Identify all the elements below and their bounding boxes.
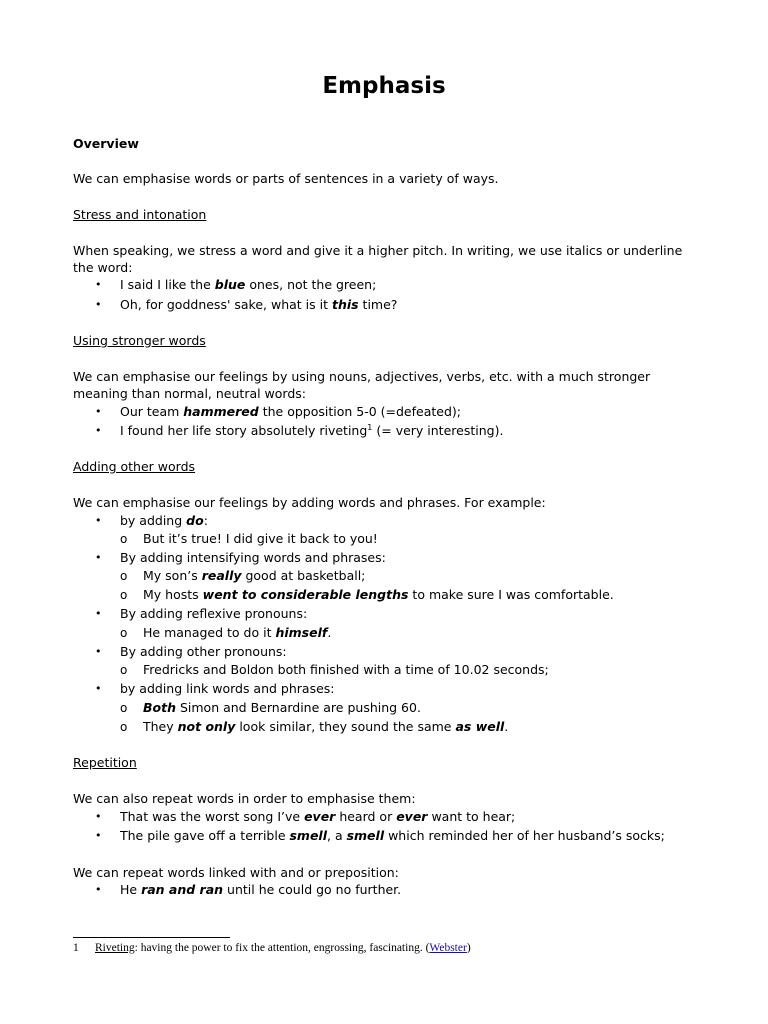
- stress-intro-line-2: the word:: [73, 260, 133, 275]
- bullet-icon: •: [95, 682, 102, 695]
- adding-item: By adding other pronouns:: [120, 644, 287, 659]
- adding-item: by adding do:: [120, 513, 208, 528]
- overview-text: We can emphasise words or parts of sentences in a variety of ways.: [73, 171, 499, 186]
- sub-bullet-icon: o: [120, 588, 128, 602]
- adding-item: by adding link words and phrases:: [120, 681, 335, 696]
- sub-bullet-icon: o: [120, 663, 128, 677]
- bullet-icon: •: [95, 298, 102, 311]
- sub-bullet-icon: o: [120, 532, 128, 546]
- stronger-item: Our team hammered the opposition 5-0 (=defeated);: [120, 404, 461, 419]
- adding-subitem: He managed to do it himself.: [143, 625, 332, 640]
- sub-bullet-icon: o: [120, 569, 128, 583]
- bullet-icon: •: [95, 607, 102, 620]
- bullet-icon: •: [95, 405, 102, 418]
- repetition-intro: We can also repeat words in order to emphasise them:: [73, 791, 416, 806]
- repetition-item: The pile gave off a terrible smell, a smell which reminded her of her husband’s socks;: [120, 828, 665, 843]
- adding-heading: Adding other words: [73, 459, 196, 474]
- stress-item: Oh, for goddness' sake, what is it this time?: [120, 297, 398, 312]
- adding-item: By adding reflexive pronouns:: [120, 606, 308, 621]
- bullet-icon: •: [95, 514, 102, 527]
- footnote-definition: : having the power to fix the attention, engrossing, fascinating. (: [134, 942, 430, 954]
- stress-intro-line-1: When speaking, we stress a word and give it a higher pitch. In writing, we use italics or underline: [73, 243, 683, 258]
- adding-subitem: But it’s true! I did give it back to you!: [143, 531, 378, 546]
- footnote-separator: [73, 937, 230, 938]
- adding-item: By adding intensifying words and phrases:: [120, 550, 386, 565]
- repetition-intro-2: We can repeat words linked with and or preposition:: [73, 865, 399, 880]
- bullet-icon: •: [95, 645, 102, 658]
- bullet-icon: •: [95, 424, 102, 437]
- adding-subitem: My son’s really good at basketball;: [143, 568, 366, 583]
- stress-heading: Stress and intonation: [73, 207, 207, 222]
- footnote: 1 Riveting: having the power to fix the attention, engrossing, fascinating. (Webster): [73, 942, 471, 954]
- footnote-reference[interactable]: 1: [367, 423, 373, 432]
- overview-heading: Overview: [73, 136, 139, 151]
- repetition-item: That was the worst song I’ve ever heard or ever want to hear;: [120, 809, 516, 824]
- adding-intro: We can emphasise our feelings by adding words and phrases. For example:: [73, 495, 546, 510]
- stress-item: I said I like the blue ones, not the green;: [120, 277, 377, 292]
- stronger-intro-line-2: meaning than normal, neutral words:: [73, 386, 307, 401]
- repetition-heading: Repetition: [73, 755, 137, 770]
- bullet-icon: •: [95, 278, 102, 291]
- bullet-icon: •: [95, 810, 102, 823]
- footnote-term: Riveting: [95, 942, 135, 954]
- bullet-icon: •: [95, 829, 102, 842]
- adding-subitem: My hosts went to considerable lengths to make sure I was comfortable.: [143, 587, 614, 602]
- sub-bullet-icon: o: [120, 626, 128, 640]
- sub-bullet-icon: o: [120, 720, 128, 734]
- sub-bullet-icon: o: [120, 701, 128, 715]
- stronger-item: I found her life story absolutely riveting$^1$ (= very interesting).: [120, 423, 504, 438]
- adding-subitem: Both Simon and Bernardine are pushing 60.: [143, 700, 421, 715]
- page-title: Emphasis: [322, 73, 446, 99]
- bullet-icon: •: [95, 883, 102, 896]
- webster-link[interactable]: Webster: [429, 942, 467, 954]
- adding-subitem: Fredricks and Boldon both finished with a time of 10.02 seconds;: [143, 662, 549, 677]
- stronger-intro-line-1: We can emphasise our feelings by using nouns, adjectives, verbs, etc. with a much stronger: [73, 369, 651, 384]
- adding-subitem: They not only look similar, they sound the same as well.: [143, 719, 509, 734]
- footnote-number: 1: [73, 942, 79, 954]
- repetition-item: He ran and ran until he could go no further.: [120, 882, 402, 897]
- bullet-icon: •: [95, 551, 102, 564]
- stronger-heading: Using stronger words: [73, 333, 206, 348]
